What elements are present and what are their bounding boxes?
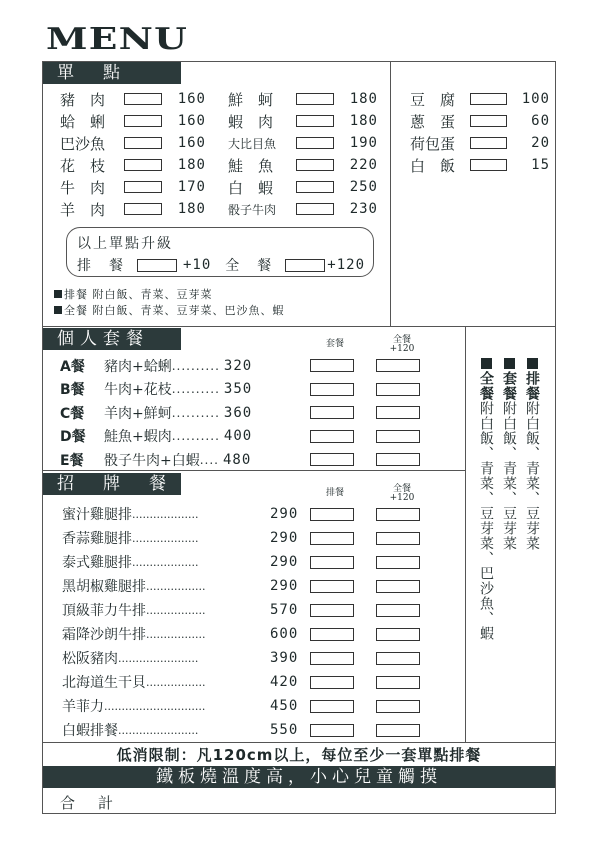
full-box[interactable] bbox=[376, 453, 420, 466]
menu-item bbox=[228, 88, 388, 110]
menu-item bbox=[410, 154, 550, 176]
set-price: 320 bbox=[223, 357, 253, 374]
signature-boxes bbox=[310, 508, 420, 521]
set-code: B餐 bbox=[60, 382, 85, 399]
set-item bbox=[60, 354, 460, 378]
signature-item bbox=[62, 550, 462, 574]
signature-item bbox=[62, 598, 462, 622]
item-price: 15 bbox=[531, 157, 550, 173]
legend-text: 附白飯、青菜、豆芽菜 bbox=[501, 401, 517, 551]
menu-item bbox=[410, 88, 550, 110]
signature-price: 290 bbox=[270, 506, 299, 522]
set-code: E餐 bbox=[60, 452, 84, 469]
steak-box[interactable] bbox=[310, 556, 354, 569]
menu-item bbox=[60, 88, 230, 110]
item-qty-box[interactable] bbox=[296, 115, 334, 127]
set-item bbox=[60, 401, 460, 425]
item-price: 180 bbox=[177, 201, 206, 217]
item-qty-box[interactable] bbox=[124, 203, 162, 215]
signature-name: 霜降沙朗牛排 bbox=[62, 627, 146, 643]
item-price: 180 bbox=[177, 157, 206, 173]
item-price: 160 bbox=[177, 135, 206, 151]
item-price: 230 bbox=[349, 201, 378, 217]
item-price: 160 bbox=[177, 91, 206, 107]
item-name: 豬 肉 bbox=[60, 90, 106, 109]
set-boxes bbox=[310, 453, 420, 466]
item-qty-box[interactable] bbox=[124, 181, 162, 193]
item-price: 180 bbox=[349, 113, 378, 129]
item-name: 鮮 蚵 bbox=[228, 90, 274, 109]
set-item bbox=[60, 425, 460, 449]
set-desc: 牛肉+花枝 bbox=[104, 382, 172, 399]
signature-header: 招 牌 餐 bbox=[43, 473, 181, 495]
item-name: 羊 肉 bbox=[60, 200, 106, 219]
signature-dots: ................... bbox=[132, 555, 199, 569]
signature-dots: ....................... bbox=[118, 723, 199, 737]
signature-item bbox=[62, 526, 462, 550]
item-price: 180 bbox=[349, 91, 378, 107]
item-name: 豆 腐 bbox=[410, 90, 456, 109]
signature-name: 香蒜雞腿排 bbox=[62, 531, 132, 547]
note-text: 附白飯、青菜、豆芽菜 bbox=[92, 288, 213, 301]
menu-title: MENU bbox=[46, 22, 189, 57]
legend-text: 附白飯、青菜、豆芽菜 bbox=[524, 401, 540, 551]
signature-item bbox=[62, 670, 462, 694]
signature-dots: ............................. bbox=[104, 699, 206, 713]
single-note-1 bbox=[54, 286, 213, 302]
side-divider bbox=[465, 327, 466, 742]
set-desc: 骰子牛肉+白蝦 bbox=[104, 452, 200, 469]
signature-item bbox=[62, 646, 462, 670]
set-boxes bbox=[310, 359, 420, 372]
set-price: 350 bbox=[223, 381, 253, 398]
signature-item bbox=[62, 502, 462, 526]
signature-price: 290 bbox=[270, 578, 299, 594]
signature-dots: ....................... bbox=[118, 651, 199, 665]
set-box[interactable] bbox=[310, 359, 354, 372]
signature-dots: ................. bbox=[146, 627, 206, 641]
legend-column bbox=[478, 358, 494, 738]
set-desc: 豬肉+蛤蜊 bbox=[104, 358, 172, 375]
personal-list bbox=[60, 354, 460, 472]
item-price: 100 bbox=[521, 91, 550, 107]
single-note-2 bbox=[54, 302, 285, 318]
set-dots: .......... bbox=[171, 382, 220, 397]
item-price: 20 bbox=[531, 135, 550, 151]
legend-column bbox=[501, 358, 517, 738]
signature-price: 290 bbox=[270, 554, 299, 570]
menu-item bbox=[60, 132, 230, 154]
steak-box[interactable] bbox=[310, 532, 354, 545]
item-name: 蝦 肉 bbox=[228, 112, 274, 131]
item-qty-box[interactable] bbox=[470, 159, 507, 171]
item-name: 花 枝 bbox=[60, 156, 106, 175]
note-label: 排餐 bbox=[64, 288, 88, 301]
signature-boxes bbox=[310, 580, 420, 593]
set-item bbox=[60, 378, 460, 402]
full-box[interactable] bbox=[376, 508, 420, 521]
item-qty-box[interactable] bbox=[470, 93, 507, 105]
signature-price: 570 bbox=[270, 602, 299, 618]
full-box[interactable] bbox=[376, 604, 420, 617]
menu-item bbox=[410, 110, 550, 132]
item-qty-box[interactable] bbox=[296, 203, 334, 215]
signature-item bbox=[62, 574, 462, 598]
set-desc: 羊肉+鮮蚵 bbox=[104, 405, 172, 422]
item-name: 牛 肉 bbox=[60, 178, 106, 197]
menu-item bbox=[228, 132, 388, 154]
signature-boxes bbox=[310, 724, 420, 737]
single-right-list bbox=[410, 88, 550, 176]
item-price: 160 bbox=[177, 113, 206, 129]
signature-name: 北海道生干貝 bbox=[62, 675, 146, 691]
full-box[interactable] bbox=[376, 430, 420, 443]
note-label: 全餐 bbox=[64, 304, 88, 317]
item-name: 白 飯 bbox=[410, 156, 456, 175]
menu-item bbox=[60, 198, 230, 220]
upgrade-row-label-1: 排 餐 bbox=[77, 258, 125, 274]
signature-price: 390 bbox=[270, 650, 299, 666]
full-box[interactable] bbox=[376, 359, 420, 372]
steak-box[interactable] bbox=[310, 700, 354, 713]
signature-boxes bbox=[310, 532, 420, 545]
signature-boxes bbox=[310, 556, 420, 569]
item-price: 220 bbox=[349, 157, 378, 173]
signature-price: 450 bbox=[270, 698, 299, 714]
item-price: 190 bbox=[349, 135, 378, 151]
upgrade-row-price-1: +10 bbox=[183, 257, 212, 273]
item-qty-box[interactable] bbox=[124, 115, 162, 127]
signature-item bbox=[62, 694, 462, 718]
set-dots: .......... bbox=[171, 358, 220, 373]
set-code: C餐 bbox=[60, 405, 85, 422]
item-qty-box[interactable] bbox=[124, 137, 162, 149]
item-price: 250 bbox=[349, 179, 378, 195]
upgrade-box-2[interactable] bbox=[285, 259, 325, 272]
item-price: 60 bbox=[531, 113, 550, 129]
signature-name: 黑胡椒雞腿排 bbox=[62, 579, 146, 595]
item-name: 白 蝦 bbox=[228, 178, 274, 197]
menu-item bbox=[228, 154, 388, 176]
legend-label: 全餐 bbox=[478, 371, 494, 401]
full-box[interactable] bbox=[376, 628, 420, 641]
item-name: 骰子牛肉 bbox=[228, 202, 277, 217]
signature-name: 白蝦排餐 bbox=[62, 723, 118, 739]
set-desc: 鮭魚+蝦肉 bbox=[104, 429, 172, 446]
personal-col2: 全餐 +120 bbox=[389, 335, 415, 354]
side-legend bbox=[478, 358, 540, 738]
signature-boxes bbox=[310, 700, 420, 713]
menu-item bbox=[228, 176, 388, 198]
menu-item bbox=[60, 176, 230, 198]
steak-box[interactable] bbox=[310, 508, 354, 521]
set-box[interactable] bbox=[310, 453, 354, 466]
set-dots: .......... bbox=[171, 405, 220, 420]
divider-signature bbox=[43, 470, 466, 471]
signature-name: 蜜汁雞腿排 bbox=[62, 507, 132, 523]
personal-header: 個人套餐 bbox=[43, 328, 181, 350]
note-text: 附白飯、青菜、豆芽菜、巴沙魚、蝦 bbox=[92, 304, 285, 317]
single-header: 單 點 bbox=[43, 62, 181, 84]
signature-col2: 全餐 +120 bbox=[389, 484, 415, 503]
legend-square-icon bbox=[527, 358, 538, 369]
legend-square-icon bbox=[481, 358, 492, 369]
full-box[interactable] bbox=[376, 676, 420, 689]
signature-list bbox=[62, 502, 462, 742]
legend-text: 附白飯、青菜、豆芽菜、巴沙魚、蝦 bbox=[478, 401, 494, 641]
divider-bottom bbox=[43, 742, 555, 743]
item-qty-box[interactable] bbox=[296, 93, 334, 105]
set-boxes bbox=[310, 430, 420, 443]
divider-personal bbox=[43, 326, 555, 327]
signature-price: 600 bbox=[270, 626, 299, 642]
set-code: A餐 bbox=[60, 358, 85, 375]
set-boxes bbox=[310, 406, 420, 419]
upgrade-title: 以上單點升級 bbox=[77, 236, 173, 252]
signature-dots: ................... bbox=[132, 531, 199, 545]
item-name: 蛤 蜊 bbox=[60, 112, 106, 131]
set-box[interactable] bbox=[310, 383, 354, 396]
signature-boxes bbox=[310, 652, 420, 665]
set-box[interactable] bbox=[310, 430, 354, 443]
steak-box[interactable] bbox=[310, 652, 354, 665]
set-dots: .... bbox=[199, 452, 219, 467]
legend-square-icon bbox=[504, 358, 515, 369]
menu-item bbox=[410, 132, 550, 154]
upgrade-row-price-2: +120 bbox=[327, 257, 366, 273]
set-code: D餐 bbox=[60, 429, 86, 446]
legend-label: 排餐 bbox=[524, 371, 540, 401]
steak-box[interactable] bbox=[310, 604, 354, 617]
signature-boxes bbox=[310, 628, 420, 641]
signature-name: 泰式雞腿排 bbox=[62, 555, 132, 571]
signature-dots: ................. bbox=[146, 675, 206, 689]
item-name: 大比目魚 bbox=[228, 136, 277, 151]
item-qty-box[interactable] bbox=[470, 137, 507, 149]
set-boxes bbox=[310, 383, 420, 396]
full-box[interactable] bbox=[376, 700, 420, 713]
full-box[interactable] bbox=[376, 556, 420, 569]
steak-box[interactable] bbox=[310, 628, 354, 641]
set-price: 360 bbox=[223, 404, 253, 421]
menu-item bbox=[228, 198, 388, 220]
menu-item bbox=[60, 110, 230, 132]
set-box[interactable] bbox=[310, 406, 354, 419]
item-qty-box[interactable] bbox=[124, 159, 162, 171]
legend-label: 套餐 bbox=[501, 371, 517, 401]
total-label: 合 計 bbox=[60, 794, 118, 812]
signature-name: 松阪豬肉 bbox=[62, 651, 118, 667]
signature-item bbox=[62, 718, 462, 742]
signature-name: 頂級菲力牛排 bbox=[62, 603, 146, 619]
min-charge: 低消限制：凡120cm以上，每位至少一套單點排餐 bbox=[116, 746, 482, 764]
signature-dots: ................. bbox=[146, 579, 206, 593]
set-item bbox=[60, 448, 460, 472]
item-qty-box[interactable] bbox=[296, 159, 334, 171]
full-box[interactable] bbox=[376, 652, 420, 665]
item-qty-box[interactable] bbox=[296, 137, 334, 149]
item-name: 巴沙魚 bbox=[60, 134, 106, 153]
legend-column bbox=[524, 358, 540, 738]
item-name: 鮭 魚 bbox=[228, 156, 274, 175]
upgrade-row bbox=[77, 255, 365, 275]
signature-price: 290 bbox=[270, 530, 299, 546]
set-dots: .......... bbox=[171, 429, 220, 444]
item-price: 170 bbox=[177, 179, 206, 195]
signature-name: 羊菲力 bbox=[62, 699, 104, 715]
steak-box[interactable] bbox=[310, 724, 354, 737]
item-qty-box[interactable] bbox=[124, 93, 162, 105]
menu-item bbox=[228, 110, 388, 132]
signature-price: 420 bbox=[270, 674, 299, 690]
full-box[interactable] bbox=[376, 383, 420, 396]
warning-bar: 鐵板燒溫度高，小心兒童觸摸 bbox=[43, 766, 555, 788]
item-name: 蔥 蛋 bbox=[410, 112, 456, 131]
note-square-icon bbox=[54, 290, 62, 298]
full-box[interactable] bbox=[376, 724, 420, 737]
signature-boxes bbox=[310, 676, 420, 689]
full-box[interactable] bbox=[376, 406, 420, 419]
item-qty-box[interactable] bbox=[296, 181, 334, 193]
signature-boxes bbox=[310, 604, 420, 617]
upgrade-box bbox=[66, 227, 374, 277]
upgrade-row-label-2: 全 餐 bbox=[225, 258, 274, 274]
steak-box[interactable] bbox=[310, 580, 354, 593]
upgrade-box-1[interactable] bbox=[137, 259, 177, 272]
note-square-icon bbox=[54, 306, 62, 314]
signature-dots: ................... bbox=[132, 507, 199, 521]
signature-price: 550 bbox=[270, 722, 299, 738]
signature-item bbox=[62, 622, 462, 646]
item-name: 荷包蛋 bbox=[410, 134, 456, 153]
single-divider bbox=[390, 62, 391, 326]
set-price: 480 bbox=[223, 451, 252, 468]
full-box[interactable] bbox=[376, 532, 420, 545]
item-qty-box[interactable] bbox=[470, 115, 507, 127]
full-box[interactable] bbox=[376, 580, 420, 593]
single-mid-list bbox=[228, 88, 388, 220]
signature-dots: ................. bbox=[146, 603, 206, 617]
signature-col1: 排餐 bbox=[325, 488, 344, 498]
single-left-list bbox=[60, 88, 230, 220]
steak-box[interactable] bbox=[310, 676, 354, 689]
set-price: 400 bbox=[223, 428, 253, 445]
menu-item bbox=[60, 154, 230, 176]
personal-col1: 套餐 bbox=[325, 339, 344, 349]
